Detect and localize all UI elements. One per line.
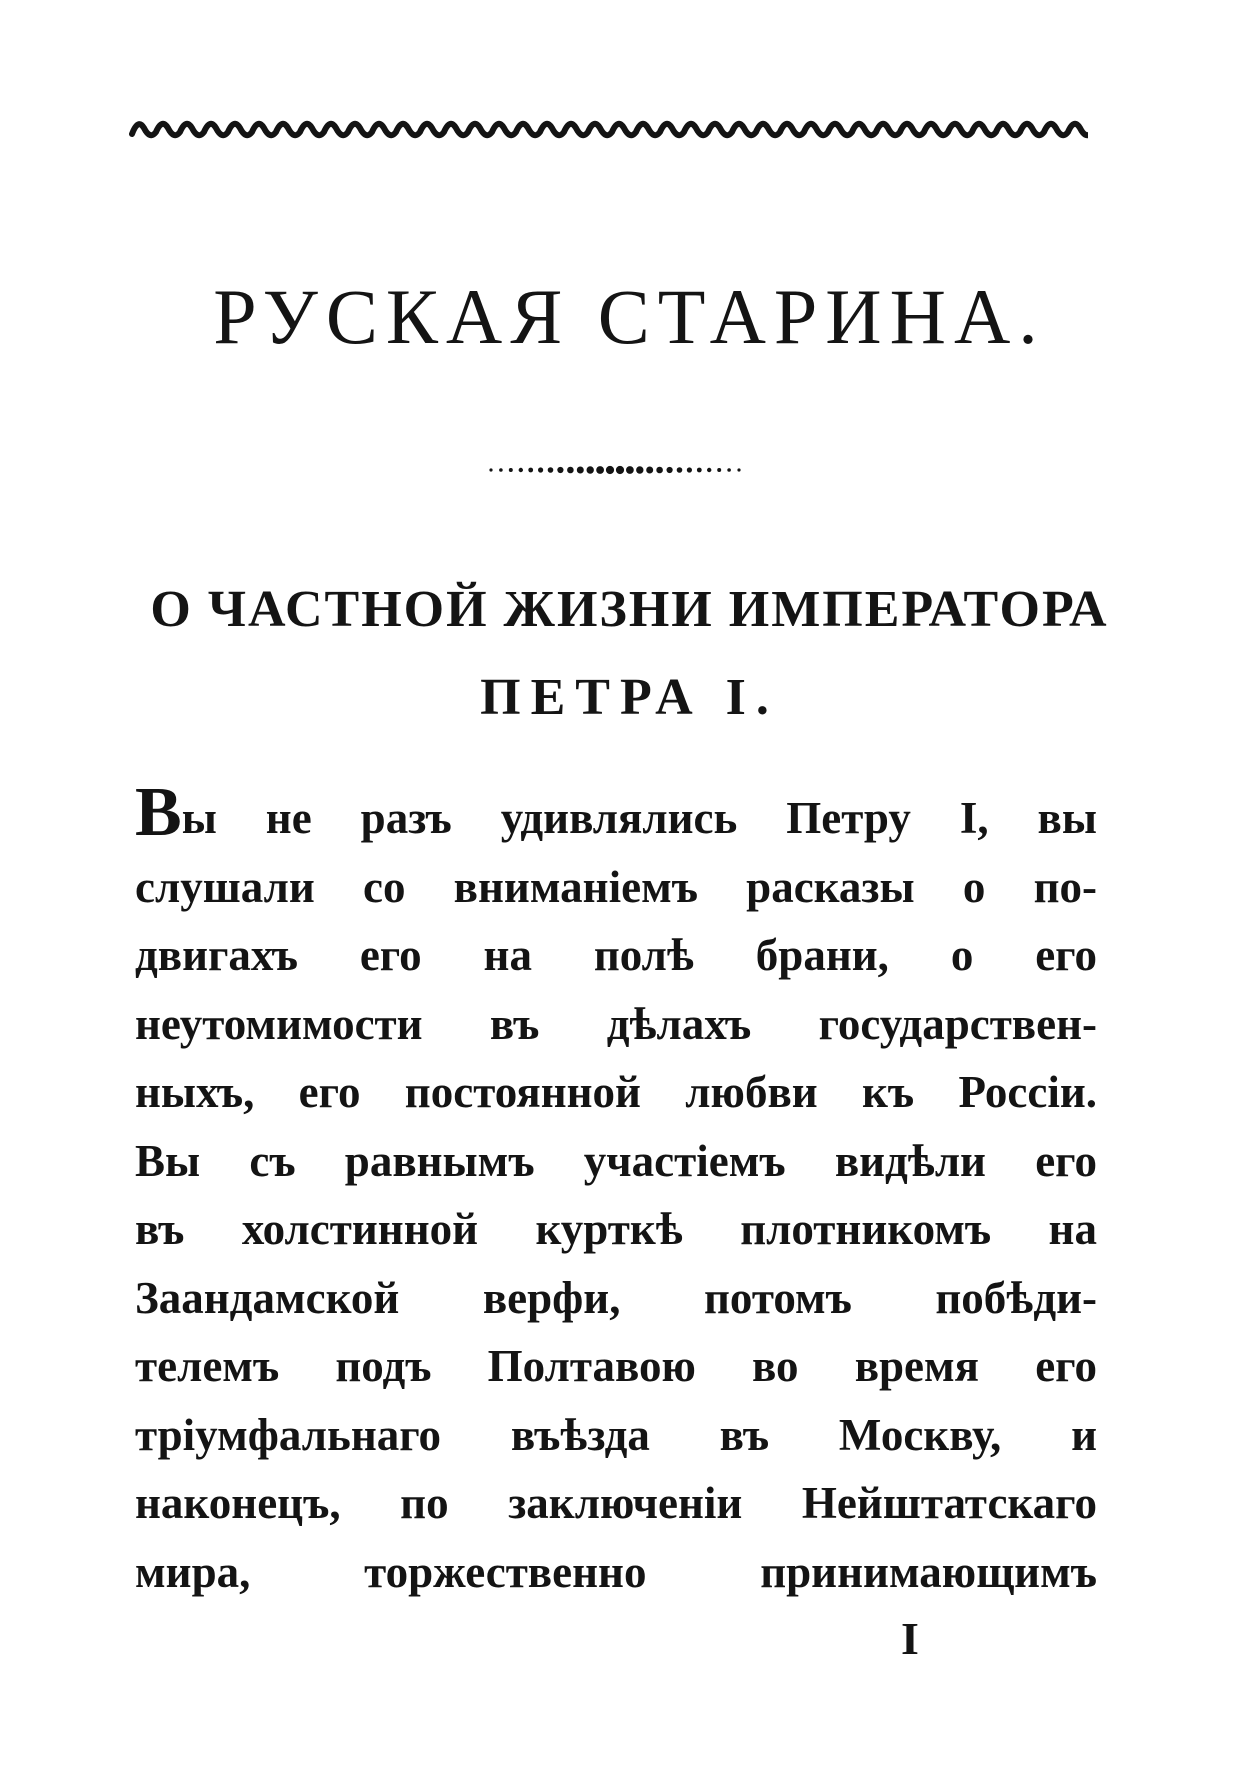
rule-dot [697,468,702,473]
rule-dot [596,466,604,474]
rule-dot [717,468,721,472]
body-line: телемъ подъ Полтавою во время его [135,1341,1097,1391]
body-line: неутомимости въ дѣлахъ государствен- [135,998,1097,1049]
rule-dot [538,467,543,472]
page-number: I [901,1613,919,1664]
rule-dot [636,466,643,473]
decorative-dotted-rule [485,462,745,478]
body-line-text: ы не разъ удивлялись Петру I, вы [181,793,1097,843]
body-line: слушали со вниманіемъ расказы о по- [135,861,1097,912]
rule-dot [519,468,523,472]
rule-dot [667,467,673,473]
body-line: Заандамской верфи, потомъ побѣди- [135,1272,1097,1323]
body-line: наконецъ, по заключеніи Нейштатскаго [135,1478,1097,1528]
rule-dot [509,468,513,472]
rule-dot [616,466,624,474]
body-line: тріумфальнаго въѣзда въ Москву, и [135,1409,1097,1460]
article-title [0,566,1259,742]
body-line: ныхъ, его постоянной любви къ Россіи. [135,1067,1097,1117]
rule-dot [626,466,634,474]
drop-cap: В [135,774,182,851]
rule-dot [646,467,653,474]
rule-dot [528,468,533,473]
rule-dot [656,467,663,474]
rule-dot [737,468,740,471]
rule-dot [489,468,492,471]
section-title: РУСКАЯ СТАРИНА. [213,273,1046,360]
body-line: двигахъ его на полѣ брани, о его [135,930,1097,980]
rule-dot [577,467,584,474]
article-title-line-2: ПЕТРА I. [480,669,779,726]
article-body [135,774,1097,1606]
body-line: Вы съ равнымъ участіемъ видѣли его [135,1135,1097,1186]
rule-dot [677,467,683,473]
body-line: въ холстинной курткѣ плотникомъ на [135,1204,1097,1254]
rule-dot [727,468,731,472]
decorative-wave-rule [128,112,1088,146]
rule-dot [557,467,563,473]
article-title-line-1: О ЧАСТНОЙ ЖИЗНИ ИМПЕРАТОРА [150,581,1109,638]
body-line [135,774,1097,853]
body-line: мира, торжественно принимающимъ [135,1546,1097,1597]
rule-dot [687,467,692,472]
rule-dot [548,467,554,473]
rule-dot [587,466,594,473]
rule-dot [707,468,711,472]
rule-dot [567,467,574,474]
rule-dot [606,466,614,474]
rule-dot [499,468,503,472]
